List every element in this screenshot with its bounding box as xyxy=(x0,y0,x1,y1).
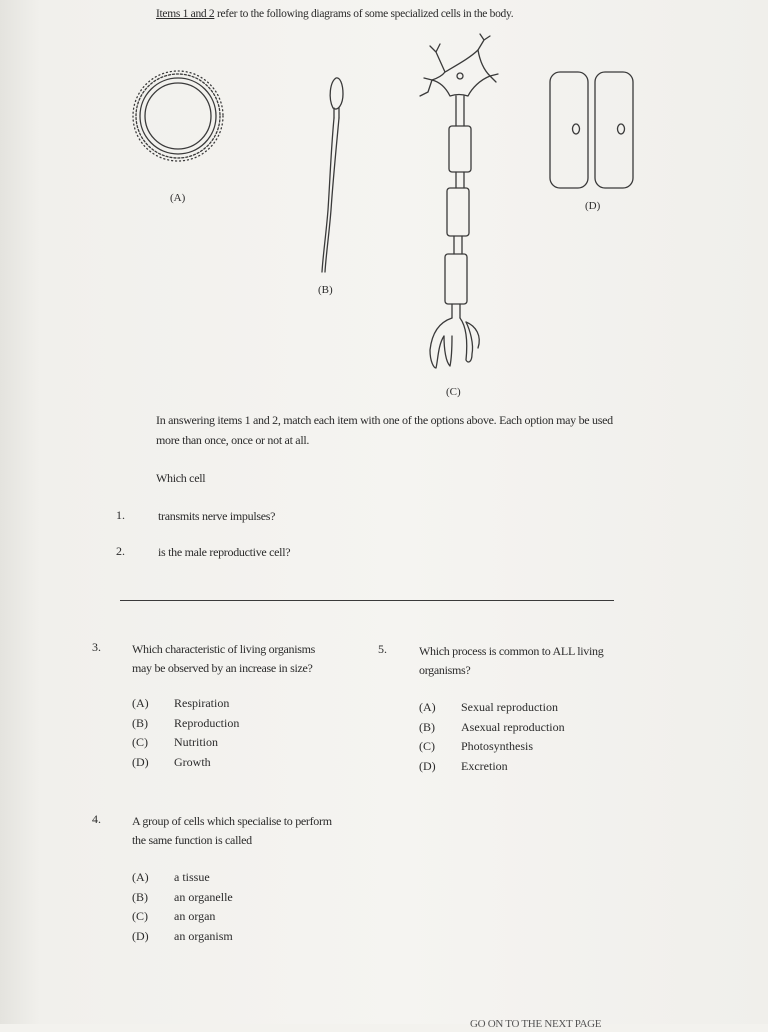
option-letter: (D) xyxy=(132,928,149,943)
option-letter: (D) xyxy=(132,754,149,769)
question-5-stem-line-2: organisms? xyxy=(419,663,471,677)
question-3-stem-line-2: may be observed by an increase in size? xyxy=(132,661,313,675)
option-letter: (C) xyxy=(132,909,148,923)
option-row xyxy=(419,698,565,718)
item-2-text: is the male reproductive cell? xyxy=(158,545,291,559)
item-2-number: 2. xyxy=(116,544,125,558)
intro-underlined: Items 1 and 2 xyxy=(156,8,215,20)
option-row xyxy=(132,888,233,908)
option-letter: (B) xyxy=(132,889,148,904)
option-row xyxy=(419,737,565,757)
option-text: Respiration xyxy=(174,696,230,710)
figure-label-b: (B) xyxy=(318,284,333,296)
question-5-number: 5. xyxy=(378,642,387,656)
option-text: a tissue xyxy=(174,870,210,884)
instructions-text: In answering items 1 and 2, match each item with one of the options above. Each option may be used more than once, once or not at all. xyxy=(156,413,613,447)
item-1-text: transmits nerve impulses? xyxy=(158,509,276,523)
egg-cell-icon xyxy=(133,71,223,161)
question-4-options xyxy=(132,868,233,946)
option-row xyxy=(132,733,239,753)
option-row xyxy=(132,714,239,734)
option-text: Sexual reproduction xyxy=(461,700,558,714)
plant-cells-icon xyxy=(550,72,633,188)
option-letter: (A) xyxy=(132,870,149,884)
option-text: Nutrition xyxy=(174,735,218,749)
sperm-cell-icon xyxy=(322,78,343,272)
option-text: Asexual reproduction xyxy=(461,719,565,734)
question-3-number: 3. xyxy=(92,640,101,654)
question-3-stem-line-1: Which characteristic of living organisms xyxy=(132,642,316,656)
option-letter: (B) xyxy=(132,715,148,730)
instructions xyxy=(156,410,626,488)
question-5-stem-line-1: Which process is common to ALL living xyxy=(419,644,604,658)
question-4-stem xyxy=(132,812,332,850)
question-5-stem xyxy=(419,642,603,680)
option-text: Photosynthesis xyxy=(461,739,534,753)
option-letter: (A) xyxy=(419,700,436,714)
option-letter: (C) xyxy=(419,739,435,753)
footer-text: GO ON TO THE NEXT PAGE xyxy=(470,1018,602,1030)
nerve-cell-icon xyxy=(420,34,498,368)
figure-label-d: (D) xyxy=(585,200,601,212)
question-5-options xyxy=(419,698,565,776)
instructions-prompt: Which cell xyxy=(156,471,206,485)
question-4-number: 4. xyxy=(92,812,101,826)
option-text: an organelle xyxy=(174,889,233,904)
question-4-stem-line-1: A group of cells which specialise to perform xyxy=(132,814,332,828)
question-3-stem xyxy=(132,640,315,678)
option-letter: (A) xyxy=(132,696,149,710)
option-text: an organ xyxy=(174,909,216,923)
option-letter: (C) xyxy=(132,735,148,749)
question-4-stem-line-2: the same function is called xyxy=(132,833,252,847)
question-3-options xyxy=(132,694,239,772)
option-row xyxy=(132,694,239,714)
figure-label-c: (C) xyxy=(446,386,461,398)
figure-label-a: (A) xyxy=(170,192,186,204)
section-divider xyxy=(120,600,614,601)
option-row xyxy=(132,753,239,773)
option-row xyxy=(132,927,233,947)
option-text: Reproduction xyxy=(174,715,240,730)
option-text: Growth xyxy=(174,754,211,769)
option-row xyxy=(132,868,233,888)
option-letter: (B) xyxy=(419,719,435,734)
intro-rest: refer to the following diagrams of some specialized cells in the body. xyxy=(214,8,514,20)
option-letter: (D) xyxy=(419,758,436,773)
option-row xyxy=(419,718,565,738)
option-row xyxy=(419,757,565,777)
option-row xyxy=(132,907,233,927)
item-1-number: 1. xyxy=(116,508,125,522)
option-text: Excretion xyxy=(461,758,508,773)
option-text: an organism xyxy=(174,928,233,943)
